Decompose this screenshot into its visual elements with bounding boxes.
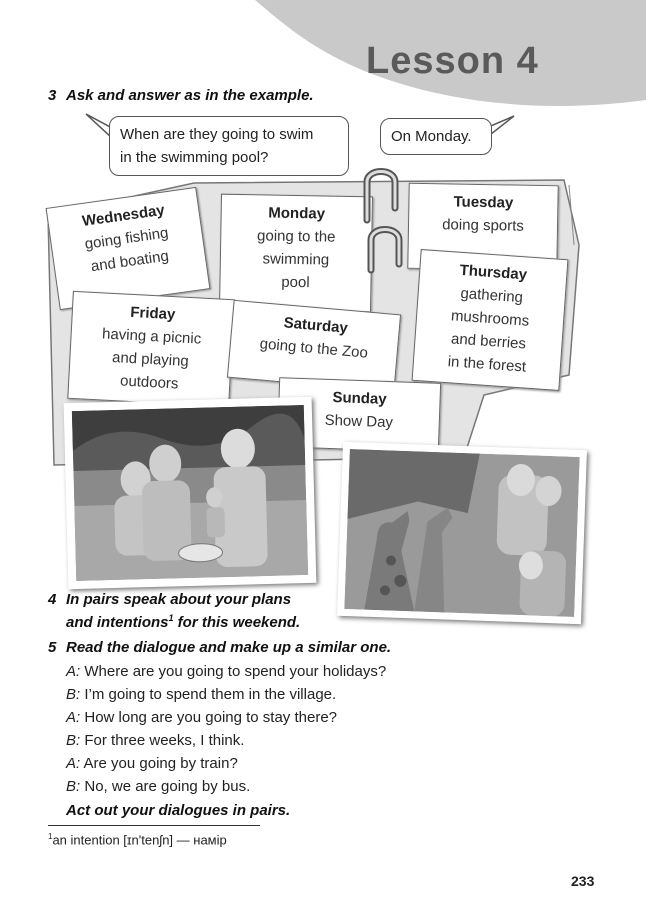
lesson-title: Lesson 4: [366, 40, 539, 82]
card-thursday: Thursday gathering mushrooms and berries in the forest: [412, 249, 569, 391]
photo-boys-swimming: [64, 397, 317, 589]
card-tuesday: Tuesday doing sports: [407, 183, 558, 272]
dialogue-line: A: How long are you going to stay there?: [66, 709, 338, 726]
card-monday: Monday going to the swimming pool: [219, 194, 373, 313]
speech-bubble-answer: On Monday.: [380, 118, 492, 155]
binder-rings: [355, 160, 415, 280]
card-saturday: Saturday going to the Zoo: [227, 300, 401, 392]
dialogue-line: B: No, we are going by bus.: [66, 778, 251, 795]
speech-bubble-question: When are they going to swim in the swimming pool?: [109, 116, 349, 176]
dialogue-line: A: Are you going by train?: [66, 755, 238, 772]
task-4-instruction-line2: and intentions$^1$ for this weekend.: [66, 613, 301, 631]
act-out-instruction: Act out your dialogues in pairs.: [66, 802, 291, 819]
task-4-instruction: 4 In pairs speak about your plans: [48, 591, 292, 608]
dialogue-line: B: I’m going to spend them in the village.: [66, 686, 337, 703]
footnote: $^1$an intention [ɪn'tenʃn] — намір: [48, 832, 227, 848]
dialogue-line: A: Where are you going to spend your holidays?: [66, 663, 387, 680]
page-number: 233: [571, 873, 595, 889]
footnote-divider: [48, 825, 260, 826]
card-friday: Friday having a picnic and playing outdoors: [67, 291, 234, 407]
card-wednesday: Wednesday going fishing and boating: [46, 187, 211, 310]
dialogue-line: B: For three weeks, I think.: [66, 732, 245, 749]
task-3-instruction: 3 Ask and answer as in the example.: [48, 87, 314, 104]
task-5-instruction: 5 Read the dialogue and make up a similar one.: [48, 639, 392, 656]
photo-zoo-giraffes: [337, 442, 587, 624]
card-sunday: Sunday Show Day: [277, 377, 441, 453]
